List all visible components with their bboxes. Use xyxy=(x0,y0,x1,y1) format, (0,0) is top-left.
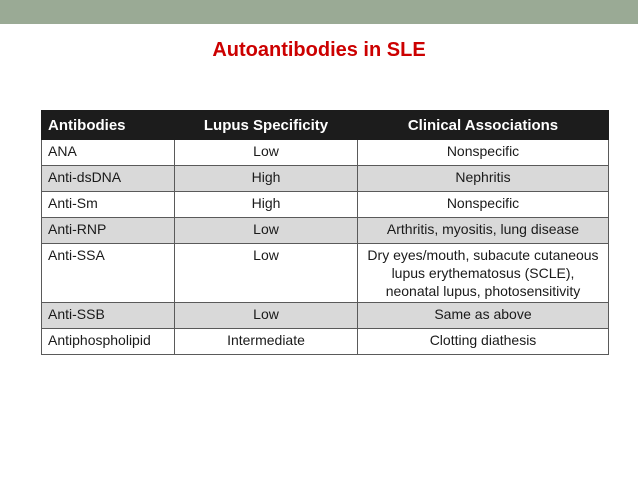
association-cell: Arthritis, myositis, lung disease xyxy=(358,218,609,244)
association-cell: Nephritis xyxy=(358,166,609,192)
table-header-row xyxy=(42,111,609,140)
specificity-cell: Low xyxy=(175,244,358,303)
association-cell: Nonspecific xyxy=(358,140,609,166)
association-cell: Clotting diathesis xyxy=(358,329,609,355)
slide-title: Autoantibodies in SLE xyxy=(212,39,426,61)
association-cell: Same as above xyxy=(358,303,609,329)
autoantibodies-table xyxy=(41,110,609,355)
specificity-cell: Low xyxy=(175,218,358,244)
association-cell: Nonspecific xyxy=(358,192,609,218)
table-row xyxy=(42,140,609,166)
antibody-cell: Antiphospholipid xyxy=(42,329,175,355)
specificity-cell: Low xyxy=(175,303,358,329)
antibody-cell: Anti-RNP xyxy=(42,218,175,244)
table-row xyxy=(42,192,609,218)
table-row xyxy=(42,218,609,244)
specificity-cell: High xyxy=(175,192,358,218)
table-row xyxy=(42,244,609,303)
table-row xyxy=(42,303,609,329)
specificity-cell: Intermediate xyxy=(175,329,358,355)
column-header-lupus-specificity: Lupus Specificity xyxy=(175,111,358,140)
antibody-cell: ANA xyxy=(42,140,175,166)
table-row xyxy=(42,329,609,355)
top-header-bar xyxy=(0,0,638,24)
antibody-cell: Anti-Sm xyxy=(42,192,175,218)
column-header-antibodies: Antibodies xyxy=(42,111,175,140)
association-cell: Dry eyes/mouth, subacute cutaneous lupus erythematosus (SCLE), neonatal lupus, photosensitivity xyxy=(358,244,609,303)
column-header-clinical-associations: Clinical Associations xyxy=(358,111,609,140)
specificity-cell: High xyxy=(175,166,358,192)
antibody-cell: Anti-dsDNA xyxy=(42,166,175,192)
table-row xyxy=(42,166,609,192)
antibody-cell: Anti-SSB xyxy=(42,303,175,329)
specificity-cell: Low xyxy=(175,140,358,166)
antibody-cell: Anti-SSA xyxy=(42,244,175,303)
